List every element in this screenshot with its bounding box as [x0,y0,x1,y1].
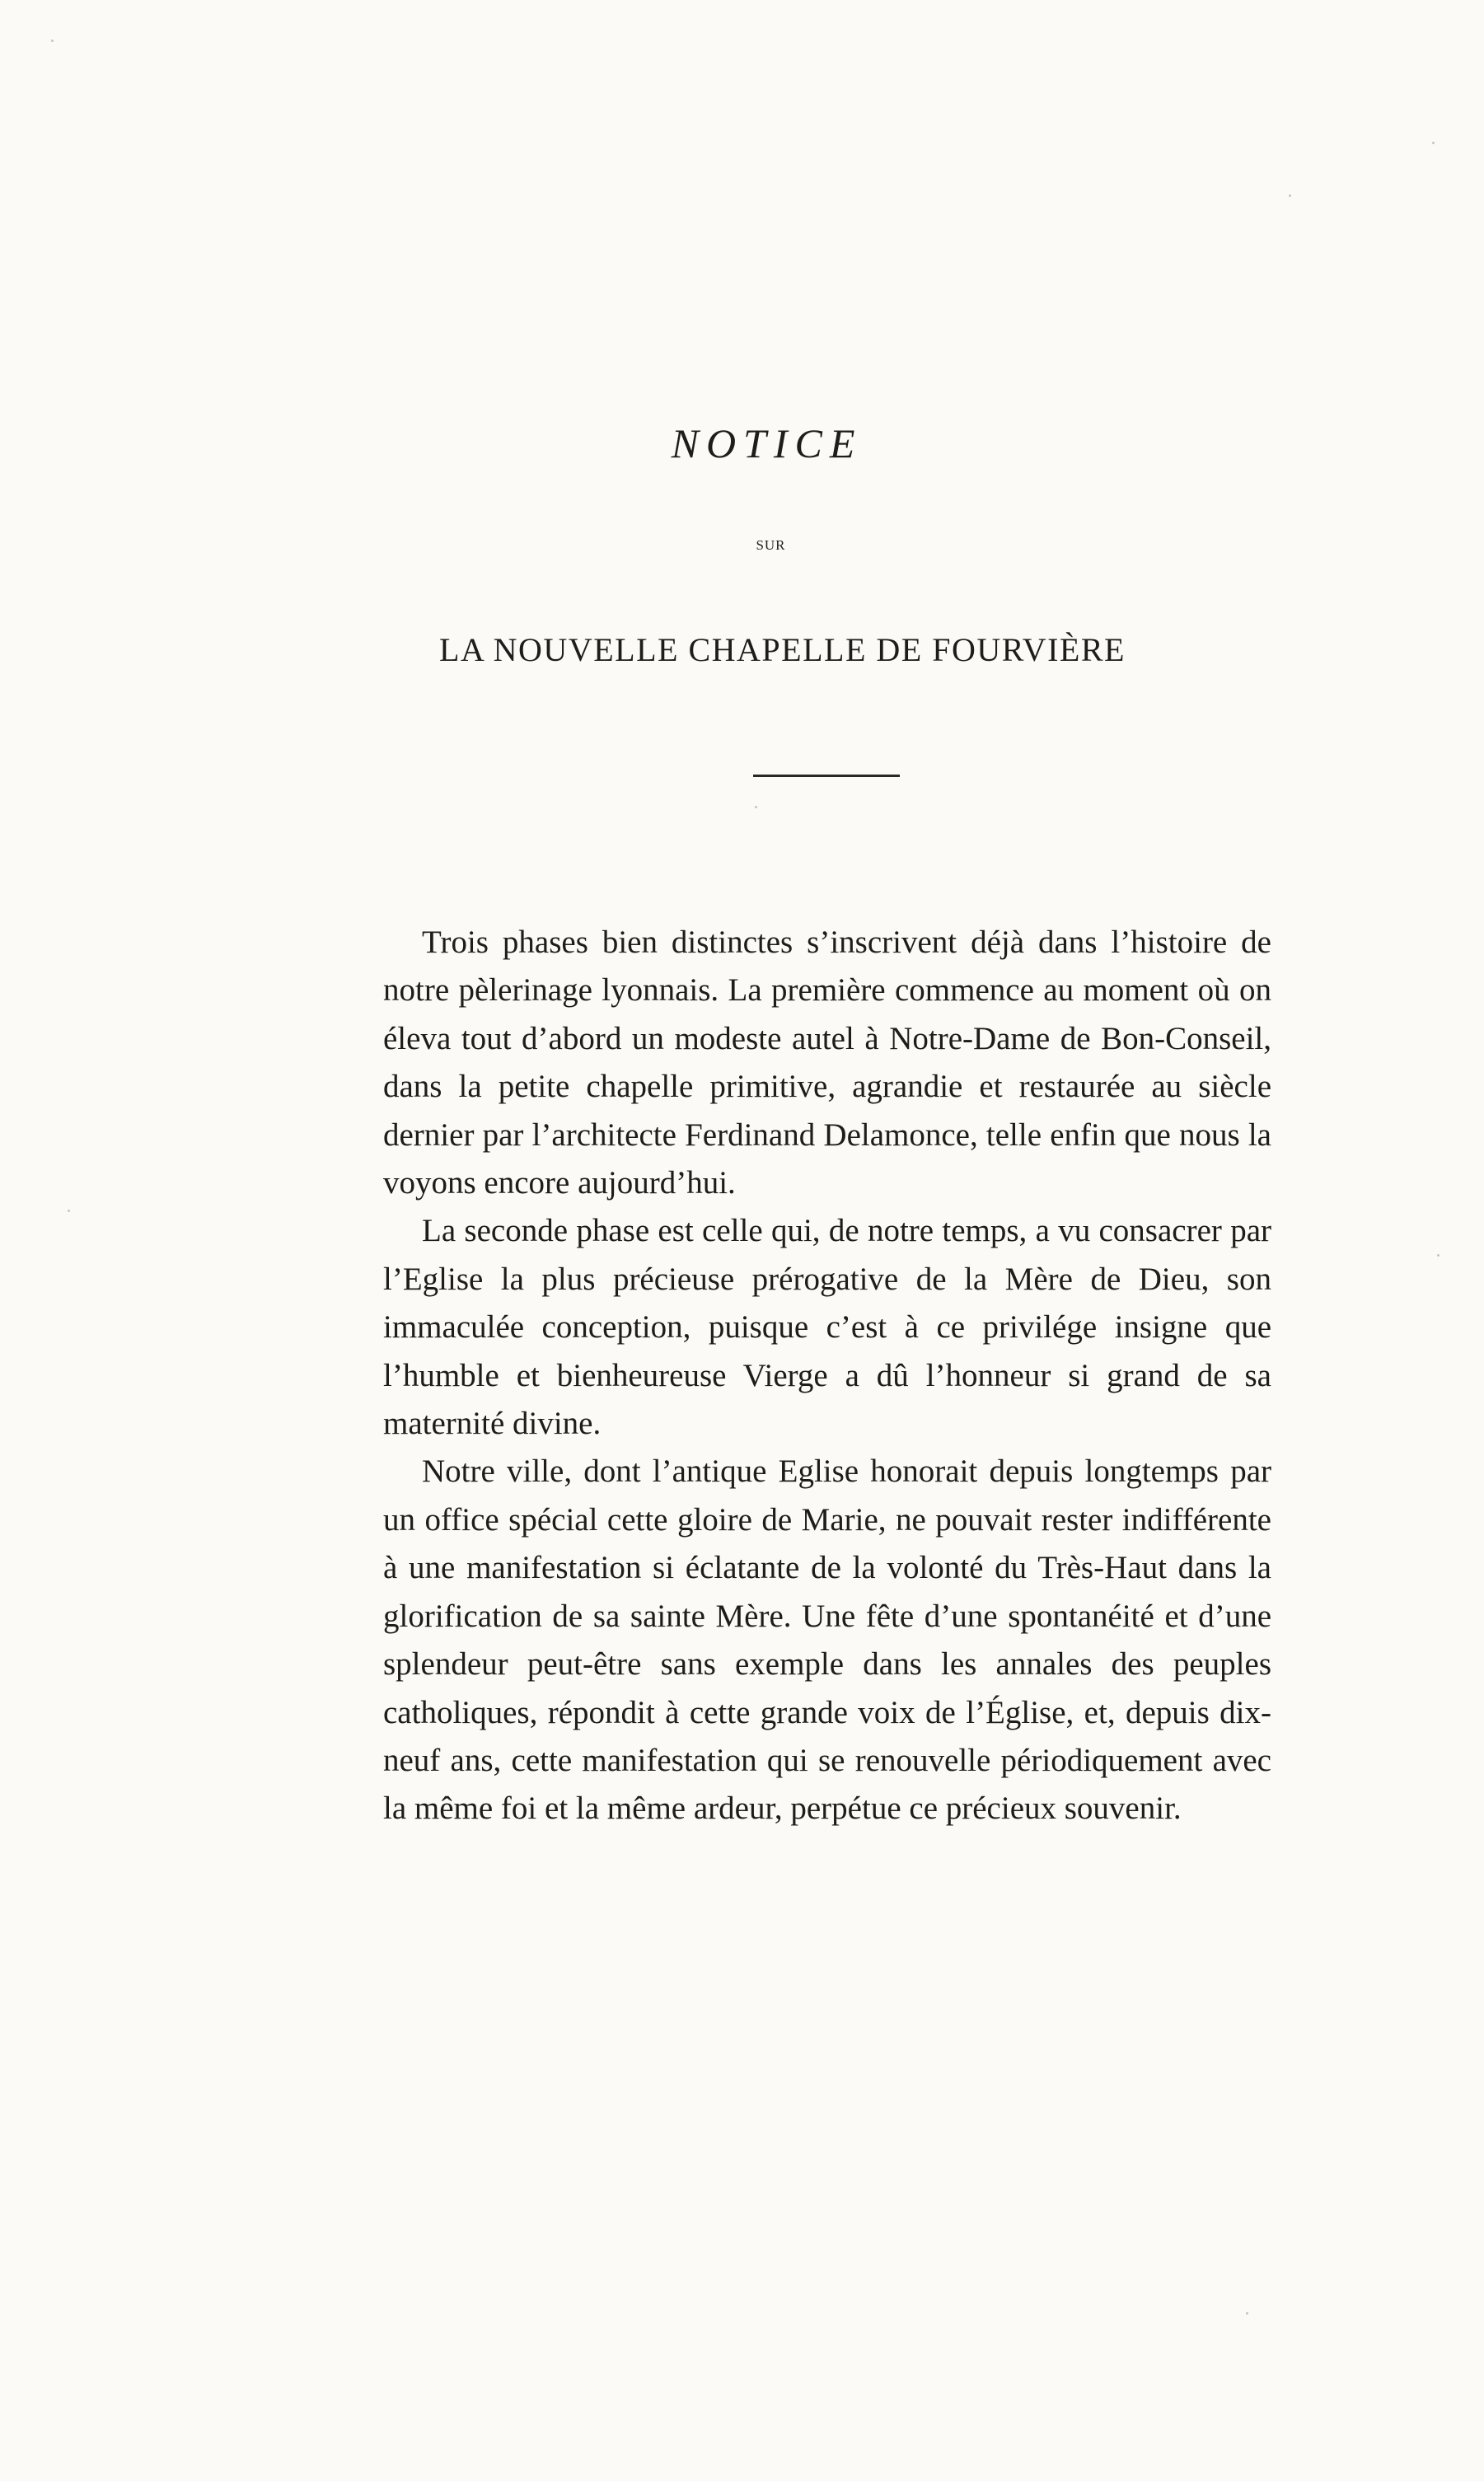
paper-speck [755,806,757,808]
paper-speck [1289,194,1291,197]
paragraph-1: Trois phases bien distinctes s’inscrivent déjà dans l’histoire de notre pèlerinage lyonnais. La première commence au moment où on éleva tout d’abord un modeste autel à Notre-Dame de Bon-Conseil, dans la petite chapelle primitive, agrandie et restaurée au siècle dernier par l’architecte Ferdinand Delamonce, telle enfin que nous la voyons encore aujourd’hui. [383,925,1271,1201]
sur-label: SUR [756,537,786,553]
notice-title: NOTICE [671,420,863,466]
paper-speck [1437,1254,1440,1257]
paper-speck [1246,2312,1248,2315]
paper-speck [51,40,54,42]
paper-speck [1432,142,1435,144]
paragraph-2: La seconde phase est celle qui, de notre temps, a vu consacrer par l’Eglise la plus précieuse prérogative de la Mère de Dieu, son immaculée conception, puisque c’est à ce privilége insigne que l’humble et bienheureuse Vierge a dû l’honneur si grand de sa maternité divine. [383,1213,1271,1442]
chapter-subtitle: LA NOUVELLE CHAPELLE DE FOURVIÈRE [439,631,1126,668]
body-text [383,919,1271,1833]
paper-speck [68,1210,70,1212]
paragraph-3: Notre ville, dont l’antique Eglise honorait depuis longtemps par un office spécial cette gloire de Marie, ne pouvait rester indifférente à une manifestation si éclatante de la volonté du Très-Haut dans la glorification de sa sainte Mère. Une fête d’une spontanéité et d’une splendeur peut-être sans exemple dans les annales des peuples catholiques, répondit à cette grande voix de l’Église, et, depuis dix-neuf ans, cette manifestation qui se renouvelle périodiquement avec la même foi et la même ardeur, perpétue ce précieux souvenir. [383,1453,1271,1827]
title-divider-rule [753,775,900,777]
